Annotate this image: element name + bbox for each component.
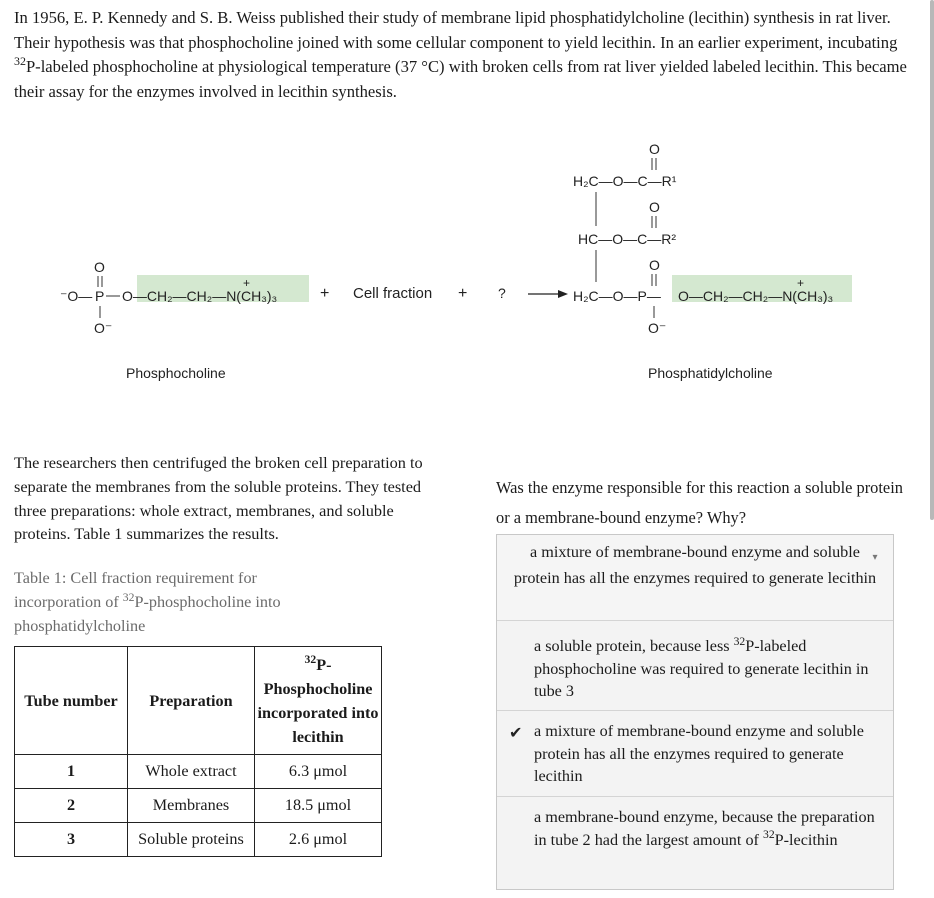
cell-preparation: Whole extract <box>128 755 255 789</box>
table-row <box>15 755 382 789</box>
option-text: a soluble protein, because less <box>534 637 734 655</box>
table-caption <box>14 566 314 638</box>
intro-text-2: P-labeled phosphocholine at physiological temperature (37 °C) with broken cells from rat liver yielded labeled lecithin. This became their assay for the enzymes involved in lecithin synthesis. <box>14 57 907 101</box>
isotope-superscript: 32 <box>14 54 26 69</box>
option-text: P-labeled phosphocholine was required to generate lecithin in tube 3 <box>534 637 869 700</box>
header-incorporated <box>255 647 382 755</box>
left-o-minus: ⁻O— <box>60 288 93 304</box>
left-o-top: O <box>94 259 105 275</box>
phosphocholine-label: Phosphocholine <box>126 365 226 381</box>
p-o-top: O <box>649 257 660 273</box>
question-text: Was the enzyme responsible for this reaction a soluble protein or a membrane-bound enzyme? Why? <box>496 478 903 527</box>
cell-fraction-text: Cell fraction <box>353 285 433 302</box>
cell-tube: 1 <box>15 755 128 789</box>
header-incorporated-text: P-Phosphocholine incorporated into lecithin <box>257 655 379 746</box>
r1-o-top: O <box>649 141 660 157</box>
cell-amount: 2.6 μmol <box>255 823 382 857</box>
p-row: H₂C—O—P— <box>573 288 661 304</box>
left-p: P <box>95 288 105 304</box>
right-plus-charge: + <box>797 276 805 290</box>
left-plus-charge: + <box>243 276 251 290</box>
option-text: a membrane-bound enzyme, because the preparation in tube 2 had the largest amount of <box>534 808 875 849</box>
caption-superscript: 32 <box>122 590 135 604</box>
header-tube-number: Tube number <box>15 647 128 755</box>
option-text: a mixture of membrane-bound enzyme and soluble protein has all the enzymes required to generate lecithin <box>534 722 864 785</box>
left-chain: O—CH₂—CH₂—N(CH₃)₃ <box>122 288 278 304</box>
plus-sign-1: + <box>320 285 330 302</box>
r2-o-top: O <box>649 199 660 215</box>
r1-row: H₂C—O—C—R¹ <box>573 173 677 189</box>
results-table <box>14 646 382 857</box>
cell-preparation: Soluble proteins <box>128 823 255 857</box>
chevron-down-icon[interactable]: ▾ <box>872 552 878 563</box>
cell-amount: 18.5 μmol <box>255 789 382 823</box>
intro-text-1: In 1956, E. P. Kennedy and S. B. Weiss published their study of membrane lipid phosphatidylcholine (lecithin) synthesis in rat liver. Their hypothesis was that phosphocholine joined with some cellular component to yield lecithin. In an earlier experiment, incubating <box>14 8 898 52</box>
cell-tube: 2 <box>15 789 128 823</box>
page-scrollbar[interactable] <box>930 0 934 520</box>
reaction-scheme-svg <box>0 130 934 400</box>
right-chain: O—CH₂—CH₂—N(CH₃)₃ <box>678 288 834 304</box>
table-header-row <box>15 647 382 755</box>
answer-option-soluble-protein[interactable] <box>497 621 893 711</box>
question-mark: ? <box>498 285 506 301</box>
option-superscript: 32 <box>762 828 775 842</box>
answer-option-mixture[interactable] <box>497 711 893 797</box>
selected-answer[interactable] <box>497 535 893 621</box>
cell-preparation: Membranes <box>128 789 255 823</box>
methods-paragraph: The researchers then centrifuged the broken cell preparation to separate the membranes from the soluble proteins. They tested three preparations: whole extract, membranes, and soluble proteins. Table 1 summarizes the results. <box>14 453 423 544</box>
reaction-scheme <box>0 130 934 400</box>
table-row <box>15 789 382 823</box>
caption-text-1: Table 1: Cell fraction requirement for incorporation of <box>14 569 257 611</box>
cell-tube: 3 <box>15 823 128 857</box>
right-o-bottom: O⁻ <box>648 320 667 336</box>
phosphatidylcholine-label: Phosphatidylcholine <box>648 365 773 381</box>
r2-row: HC—O—C—R² <box>578 231 676 247</box>
table-row <box>15 823 382 857</box>
answer-option-membrane-bound[interactable] <box>497 797 893 889</box>
option-text: P-lecithin <box>774 830 838 849</box>
selected-answer-text: a mixture of membrane-bound enzyme and soluble protein has all the enzymes required to generate lecithin <box>513 543 877 587</box>
header-superscript: 32 <box>304 653 317 667</box>
reaction-arrow-head <box>558 290 568 298</box>
header-preparation: Preparation <box>128 647 255 755</box>
checkmark-icon: ✔ <box>509 723 523 742</box>
plus-sign-2: + <box>458 285 468 302</box>
cell-amount: 6.3 μmol <box>255 755 382 789</box>
left-o-bottom: O⁻ <box>94 320 113 336</box>
intro-paragraph <box>14 6 914 104</box>
answer-dropdown[interactable] <box>496 534 894 890</box>
option-superscript: 32 <box>733 634 746 648</box>
caption-text-2: P-phosphocholine into phosphatidylcholine <box>14 593 281 635</box>
